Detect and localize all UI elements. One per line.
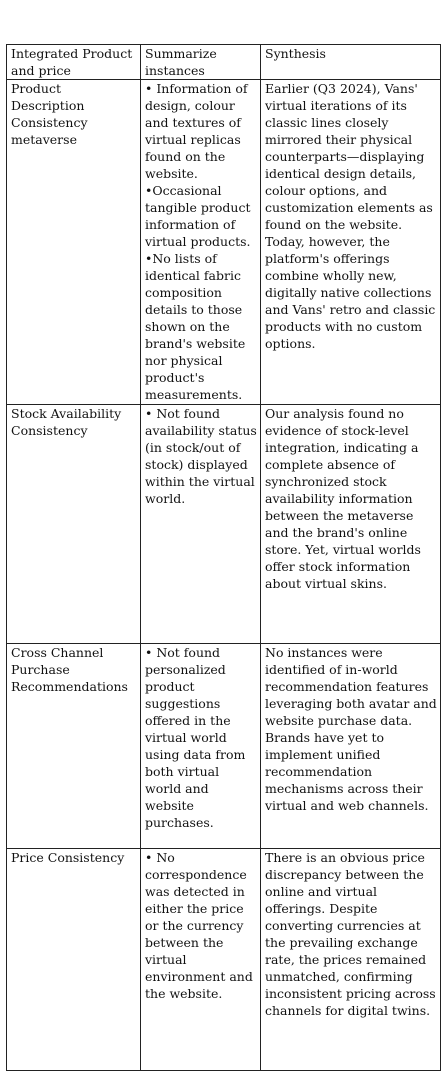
- instance-item: • No correspondence was detected in either the price or the currency between the virtual environment and the website.: [145, 850, 253, 1001]
- instance-item: • Not found availability status (in stock/out of stock) displayed within the virtual world.: [145, 406, 257, 506]
- header-product-and-price: Integrated Product and price: [7, 45, 141, 80]
- row-instances: [141, 405, 261, 644]
- row-label: Stock Availability Consistency: [7, 405, 141, 644]
- row-instances: [141, 80, 261, 405]
- instance-item: • Not found personalized product suggestions offered in the virtual world using data from both virtual world and website purchases.: [145, 645, 246, 830]
- row-instances: [141, 849, 261, 1071]
- row-synthesis: Our analysis found no evidence of stock-level integration, indicating a complete absence of synchronized stock availability information between the metaverse and the brand's online store. Yet, virtual worlds offer stock information about virtual skins.: [261, 405, 441, 644]
- row-synthesis: There is an obvious price discrepancy between the online and virtual offerings. Despite converting currencies at the prevailing exchange rate, the prices remained unmatched, confirming inconsistent pricing across channels for digital twins.: [261, 849, 441, 1071]
- row-label: Product Description Consistency metaverse: [7, 80, 141, 405]
- row-label: Cross Channel Purchase Recommendations: [7, 644, 141, 849]
- row-synthesis: Earlier (Q3 2024), Vans' virtual iterations of its classic lines closely mirrored their physical counterparts—displaying identical design details, colour options, and customization elements as found on the website. Today, however, the platform's offerings combine wholly new, digitally native collections and Vans' retro and classic products with no custom options.: [261, 80, 441, 405]
- table-row: [7, 644, 441, 849]
- row-label: Price Consistency: [7, 849, 141, 1071]
- header-summarize-instances: Summarize instances: [141, 45, 261, 80]
- table-row: [7, 80, 441, 405]
- instance-item: •No lists of identical fabric composition details to those shown on the brand's website nor physical product's measurements.: [145, 251, 246, 402]
- row-synthesis: No instances were identified of in-world recommendation features leveraging both avatar and website purchase data. Brands have yet to implement unified recommendation mechanisms across their virtual and web channels.: [261, 644, 441, 849]
- table-row: [7, 405, 441, 644]
- table-row: [7, 849, 441, 1071]
- instance-item: • Information of design, colour and textures of virtual replicas found on the website.: [145, 81, 248, 181]
- header-row: [7, 45, 441, 80]
- instance-item: •Occasional tangible product information of virtual products.: [145, 183, 251, 249]
- comparison-table: [6, 44, 441, 1071]
- row-instances: [141, 644, 261, 849]
- header-synthesis: Synthesis: [261, 45, 441, 80]
